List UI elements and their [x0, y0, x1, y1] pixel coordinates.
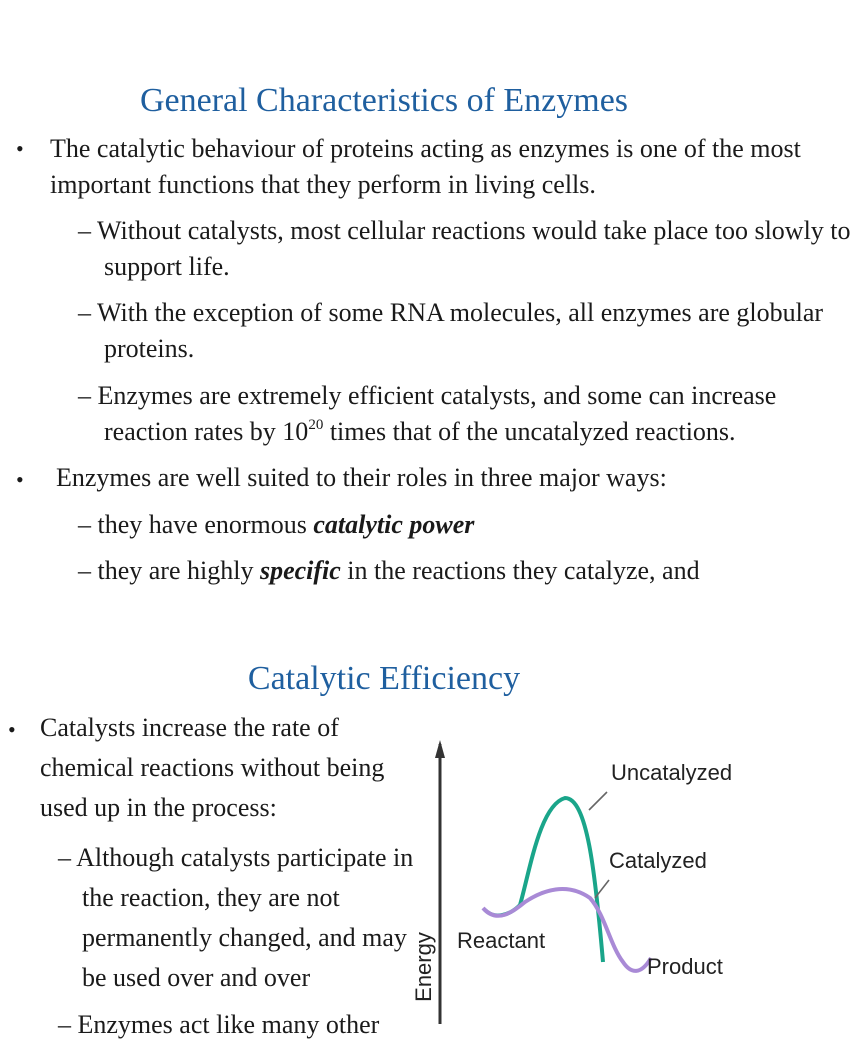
catalytic-power-emphasis: catalytic power [313, 510, 475, 539]
energy-axis-arrow [435, 740, 445, 758]
sub3-line1: – Enzymes are extremely efficient catalysts, and some can increase [78, 381, 777, 410]
energy-axis-label: Energy [411, 932, 436, 1002]
s2-sub1-line2: the reaction, they are not [82, 883, 340, 912]
slide2-title: Catalytic Efficiency [247, 660, 521, 697]
sub4-text: – they have enormous [78, 510, 314, 539]
sub3-line2 [104, 417, 736, 447]
bullet1-line1: The catalytic behaviour of proteins acting as enzymes is one of the most [50, 134, 801, 163]
s2-sub1-line4: be used over and over [82, 963, 311, 992]
exponent: 20 [308, 417, 324, 433]
s2-bullet1-line2: chemical reactions without being [40, 753, 385, 782]
sub1-line2: support life. [104, 252, 230, 281]
s2-sub2-line1: – Enzymes act like many other [58, 1010, 380, 1039]
uncatalyzed-label: Uncatalyzed [611, 760, 733, 785]
bullet-marker: • [16, 467, 24, 492]
reactant-label: Reactant [457, 928, 546, 953]
sub2-line2: proteins. [104, 334, 195, 363]
bullet-marker: • [16, 136, 24, 161]
bullet-marker: • [8, 717, 16, 742]
energy-diagram [395, 730, 768, 1024]
bullet1-line2: important functions that they perform in living cells. [50, 170, 596, 199]
sub5-text-pre: – they are highly [78, 556, 260, 585]
sub2-line1: – With the exception of some RNA molecules, all enzymes are globular [78, 298, 824, 327]
sub4-line [78, 510, 474, 540]
s2-sub1-line1: – Although catalysts participate in [58, 843, 414, 872]
product-label: Product [647, 954, 723, 979]
s2-bullet1-line1: Catalysts increase the rate of [40, 713, 339, 742]
sub3-text-pre: reaction rates by 10 [104, 417, 309, 446]
s2-bullet1-line3: used up in the process: [40, 793, 277, 822]
slide-catalytic-efficiency [0, 630, 768, 1039]
sub1-line1: – Without catalysts, most cellular reactions would take place too slowly to [78, 216, 851, 245]
catalyzed-label: Catalyzed [609, 848, 707, 873]
sub5-text-post: in the reactions they catalyze, and [340, 556, 700, 585]
sub3-text-post: times that of the uncatalyzed reactions. [323, 417, 736, 446]
sub5-line [78, 556, 700, 586]
bullet2-line1: Enzymes are well suited to their roles in three major ways: [56, 463, 667, 492]
uncatalyzed-leader-line [589, 792, 607, 810]
slide1-title: General Characteristics of Enzymes [139, 82, 629, 119]
s2-sub1-line3: permanently changed, and may [82, 923, 407, 952]
specific-emphasis: specific [259, 556, 341, 585]
